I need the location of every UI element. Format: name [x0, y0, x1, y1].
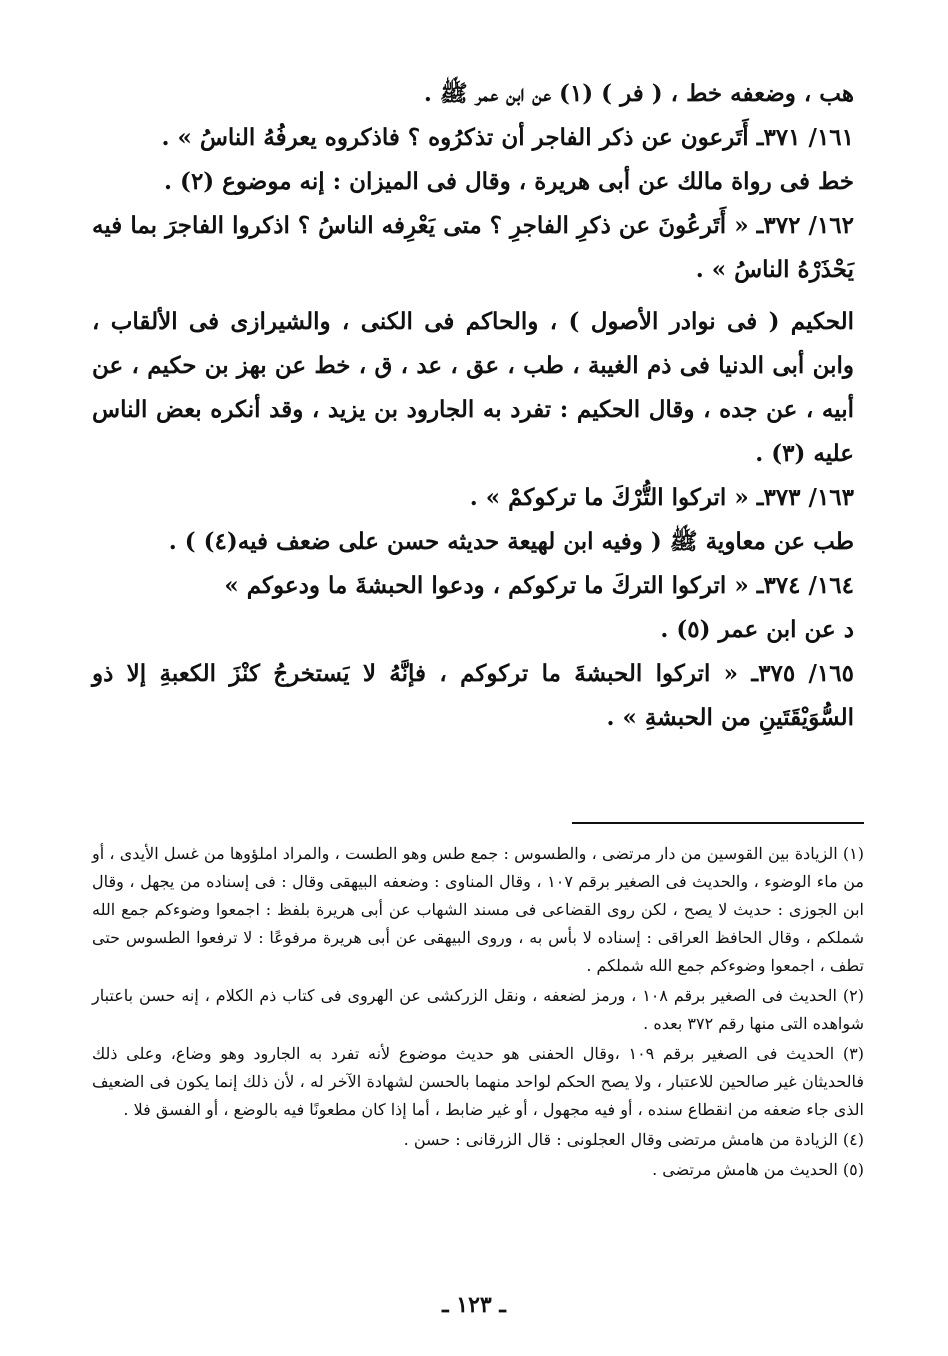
footnote-4: (٤) الزيادة من هامش مرتضى وقال العجلونى : قال الزرقانى : حسن . [403, 1130, 864, 1149]
text-line-1: هب ، وضعفه خط ، ( فر ) (١) عن ابن عمر ﷺ . [423, 80, 854, 107]
hadith-374: ١٦٤/ ٣٧٤ـ « اتركوا التركَ ما تركوكم ، ودعوا الحبشةَ ما ودعوكم » [224, 572, 854, 599]
main-text [92, 72, 854, 740]
footnote-2: (٢) الحديث فى الصغير برقم ١٠٨ ، ورمز لضعفه ، ونقل الزركشى عن الهروى فى كتاب ذم الكلام ، إنه حسن باعتبار شواهده التى منها رقم ٣٧٢ بعده . [92, 986, 865, 1033]
source-line-373: طب عن معاوية ﷺ ( وفيه ابن لهيعة حديثه حسن على ضعف فيه(٤) ) . [168, 528, 854, 555]
footnote-5: (٥) الحديث من هامش مرتضى . [652, 1160, 864, 1179]
source-line-374: د عن ابن عمر (٥) . [660, 616, 854, 643]
footnote-divider [572, 822, 864, 824]
footnote-1: (١) الزيادة بين القوسين من دار مرتضى ، والطسوس : جمع طس وهو الطست ، والمراد املؤوها من غسل الأيدى ، أو من ماء الوضوء ، والحديث فى الصغير برقم ١٠٧ ، وقال المناوى : وضعفه البيهقى وقال : فى إسناده من يجهل ، وقال ابن الجوزى : حديث لا يصح ، لكن روى القضاعى فى مسند الشهاب عن أبى هريرة بلفظ : اجمعوا وضوءكم جمع الله شملكم ، وقال الحافظ العراقى : إسناده لا بأس به ، وروى البيهقى عن أبى هريرة مرفوعًا : لا ترفعوا الطسوس حتى تطف ، اجمعوا وضوءكم جمع الله شملكم . [92, 844, 865, 975]
source-line-372: الحكيم ( فى نوادر الأصول ) ، والحاكم فى الكنى ، والشيرازى فى الألقاب ، وابن أبى الدنيا فى ذم الغيبة ، طب ، عق ، عد ، ق ، خط عن بهز بن حكيم ، عن أبيه ، عن جده ، وقال الحكيم : تفرد به الجارود بن يزيد ، وقد أنكره بعض الناس عليه (٣) . [92, 308, 854, 467]
hadith-375: ١٦٥/ ٣٧٥ـ « اتركوا الحبشةَ ما تركوكم ، فإنَّهُ لا يَستخرجُ كنْزَ الكعبةِ إلا ذو السُّوَيْقَتَينِ من الحبشةِ » . [92, 660, 854, 731]
hadith-371: ١٦١/ ٣٧١ـ أَتَرعون عن ذكر الفاجر أن تذكرُوه ؟ فاذكروه يعرفُهُ الناسُ » . [161, 124, 854, 151]
hadith-373: ١٦٣/ ٣٧٣ـ « اتركوا التُّرْكَ ما تركوكمْ » . [469, 484, 854, 511]
page-number: ـ ١٢٣ ـ [442, 1292, 506, 1318]
footnotes [92, 840, 864, 1186]
hadith-372: ١٦٢/ ٣٧٢ـ « أَتَرعُونَ عن ذكرِ الفاجرِ ؟ متى يَعْرِفه الناسُ ؟ اذكروا الفاجرَ بما فيه يَحْذَرْهُ الناسُ » . [92, 212, 854, 283]
source-line-371: خط فى رواة مالك عن أبى هريرة ، وقال فى الميزان : إنه موضوع (٢) . [164, 168, 854, 195]
footnote-3: (٣) الحديث فى الصغير برقم ١٠٩ ،وقال الحفنى هو حديث موضوع لأنه تفرد به الجارود وهو وضاع، وعلى ذلك فالحديثان غير صالحين للاعتبار ، ولا يصح الحكم لواحد منهما بالحسن لشهادة الآخر له ، لأن ذلك إنما يكون فى الضعيف الذى جاء ضعفه من انقطاع سنده ، أو فيه مجهول ، أو غير ضابط ، أما إذا كان مطعونًا فيه بالوضع ، أو الفسق فلا . [92, 1044, 864, 1119]
